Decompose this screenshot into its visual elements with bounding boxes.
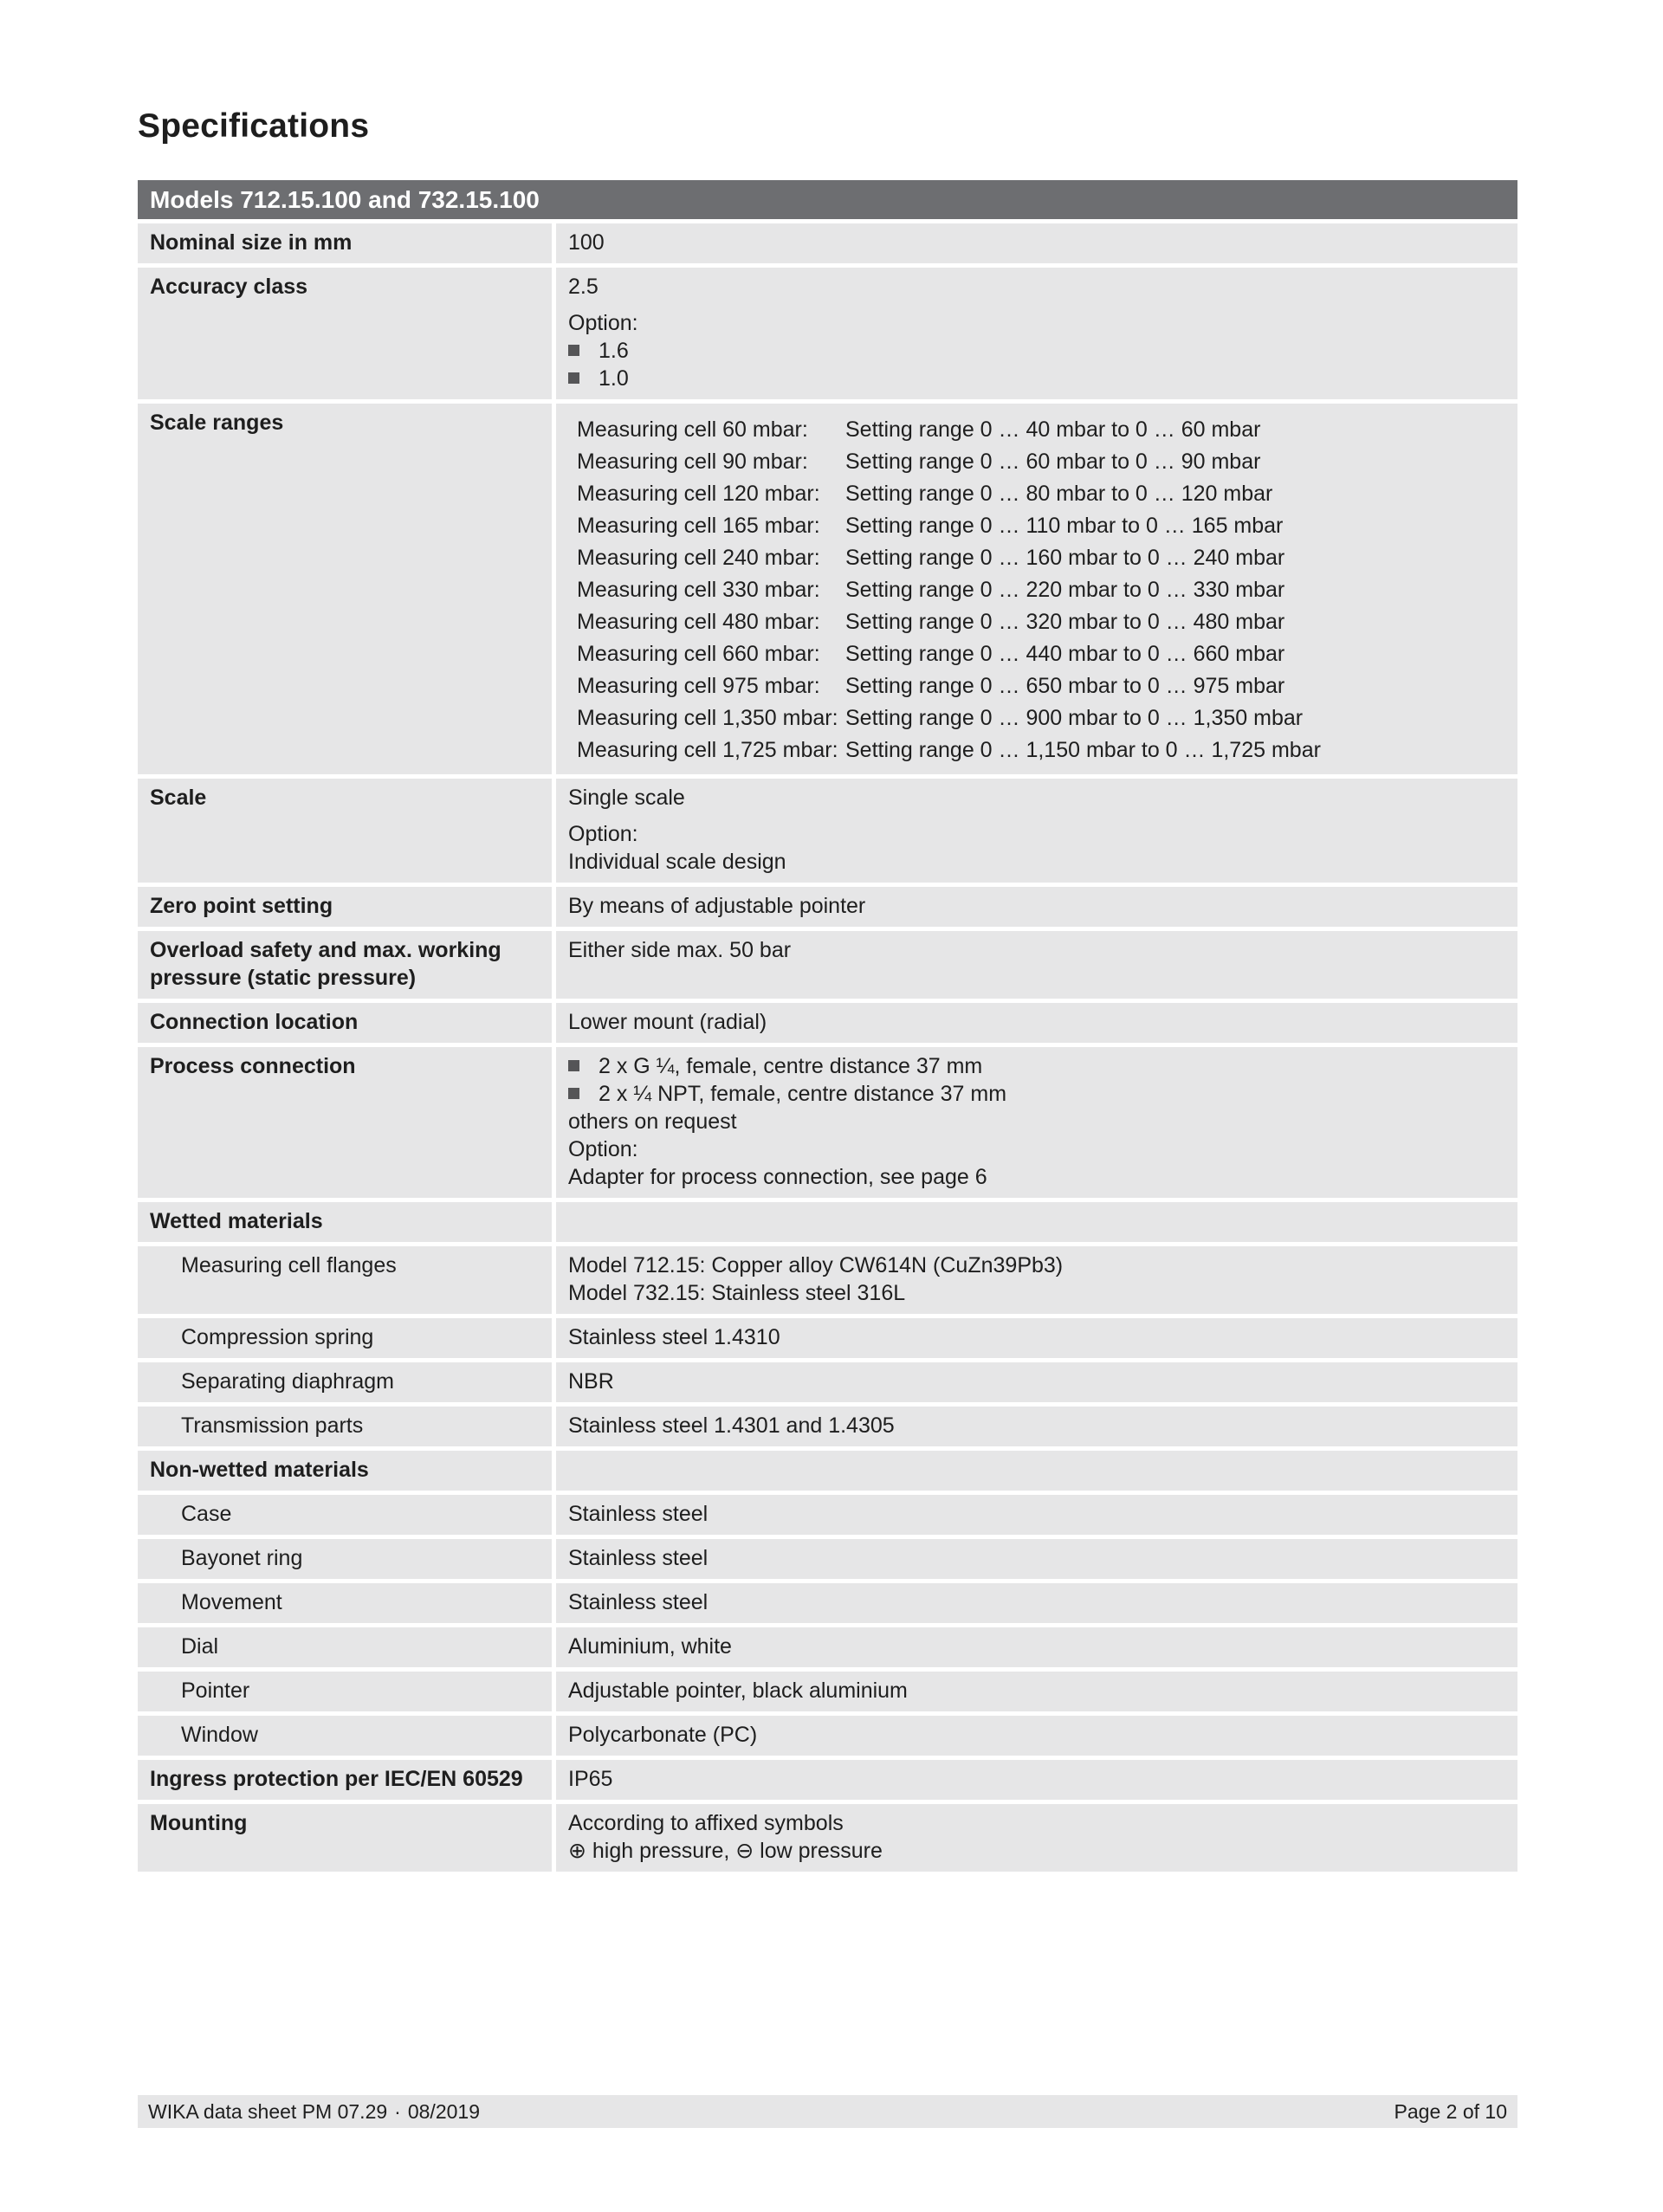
case-value: Stainless steel [556,1495,1517,1535]
flanges-value-cell [556,1246,1517,1314]
table-row [138,887,1517,927]
table-row [138,268,1517,399]
ingress-label: Ingress protection per IEC/EN 60529 [138,1760,556,1800]
flanges-label: Measuring cell flanges [138,1246,556,1314]
diaphragm-value: NBR [556,1362,1517,1402]
ingress-value: IP65 [556,1760,1517,1800]
wetted-materials-label: Wetted materials [138,1202,556,1242]
table-header: Models 712.15.100 and 732.15.100 [138,180,1517,219]
connection-location-label: Connection location [138,1003,556,1043]
list-item [568,1080,1505,1108]
setting-range-value: Setting range 0 … 40 mbar to 0 … 60 mbar [845,417,1261,442]
setting-range-value: Setting range 0 … 1,150 mbar to 0 … 1,725 mbar [845,738,1321,762]
scale-options [568,820,1505,876]
process-connection-option-label: Option: [568,1137,638,1161]
accuracy-option: 1.0 [599,366,629,391]
list-item [568,365,1505,392]
empty-cell [556,1202,1517,1242]
non-wetted-materials-label: Non-wetted materials [138,1451,556,1491]
bayonet-ring-value: Stainless steel [556,1539,1517,1579]
process-connection-others: others on request [568,1109,737,1134]
process-connection-option: 2 x G ¼, female, centre distance 37 mm [599,1054,983,1078]
overload-value: Either side max. 50 bar [556,931,1517,999]
table-row [138,1583,1517,1623]
square-bullet-icon [568,372,579,384]
accuracy-value-cell [556,268,1517,399]
table-header-row [138,180,1517,219]
table-row [138,1362,1517,1402]
footer-doc: WIKA data sheet PM 07.29 [148,2100,388,2123]
diaphragm-label: Separating diaphragm [138,1362,556,1402]
window-label: Window [138,1716,556,1756]
measuring-cell-label: Measuring cell 660 mbar: [577,642,820,666]
process-connection-option: 2 x ¼ NPT, female, centre distance 37 mm [599,1082,1007,1106]
movement-label: Movement [138,1583,556,1623]
scale-ranges-value-cell [556,404,1517,774]
page-footer [138,2095,1517,2128]
scale-value: Single scale [568,786,685,810]
table-row [138,1246,1517,1314]
spring-label: Compression spring [138,1318,556,1358]
mounting-value-line: According to affixed symbols [568,1811,844,1835]
setting-range-value: Setting range 0 … 80 mbar to 0 … 120 mbar [845,482,1273,506]
setting-range-value: Setting range 0 … 60 mbar to 0 … 90 mbar [845,450,1261,474]
measuring-cell-label: Measuring cell 975 mbar: [577,674,820,698]
window-value: Polycarbonate (PC) [556,1716,1517,1756]
setting-range-value: Setting range 0 … 160 mbar to 0 … 240 mbar [845,546,1285,570]
setting-range-value: Setting range 0 … 320 mbar to 0 … 480 mbar [845,610,1285,634]
table-row [138,1716,1517,1756]
measuring-cell-label: Measuring cell 330 mbar: [577,578,820,602]
transmission-label: Transmission parts [138,1407,556,1446]
accuracy-option: 1.6 [599,339,629,363]
square-bullet-icon [568,1060,579,1071]
nominal-size-value: 100 [556,223,1517,263]
transmission-value: Stainless steel 1.4301 and 1.4305 [556,1407,1517,1446]
table-row [138,1539,1517,1579]
dial-value: Aluminium, white [556,1627,1517,1667]
mounting-value-cell [556,1804,1517,1872]
setting-range-value: Setting range 0 … 440 mbar to 0 … 660 mbar [845,642,1285,666]
list-item [568,1052,1505,1080]
table-row [138,1407,1517,1446]
bayonet-ring-label: Bayonet ring [138,1539,556,1579]
table-row [138,1760,1517,1800]
measuring-cell-label: Measuring cell 480 mbar: [577,610,820,634]
table-row [138,1804,1517,1872]
scale-option-label: Option: [568,822,638,846]
setting-range-value: Setting range 0 … 900 mbar to 0 … 1,350 mbar [845,706,1304,730]
zero-point-label: Zero point setting [138,887,556,927]
table-row [138,779,1517,883]
table-row [138,1202,1517,1242]
measuring-cell-label: Measuring cell 120 mbar: [577,482,820,506]
setting-range-value: Setting range 0 … 220 mbar to 0 … 330 mbar [845,578,1285,602]
square-bullet-icon [568,1088,579,1099]
table-row [138,1451,1517,1491]
nominal-size-label: Nominal size in mm [138,223,556,263]
table-row [138,1047,1517,1198]
measuring-cell-label: Measuring cell 90 mbar: [577,450,808,474]
square-bullet-icon [568,345,579,356]
measuring-cell-label: Measuring cell 165 mbar: [577,514,820,538]
scale-option-value: Individual scale design [568,850,786,874]
empty-cell [556,1451,1517,1491]
scale-value-cell [556,779,1517,883]
table-row [138,1627,1517,1667]
specifications-table [138,176,1517,1876]
connection-location-value: Lower mount (radial) [556,1003,1517,1043]
table-row [138,404,1517,774]
accuracy-option-label: Option: [568,311,638,335]
accuracy-value: 2.5 [568,275,599,299]
page-title: Specifications [138,107,370,145]
footer-separator: · [394,2100,401,2123]
table-row [138,931,1517,999]
pointer-value: Adjustable pointer, black aluminium [556,1672,1517,1711]
scale-ranges-grid [568,409,1505,767]
case-label: Case [138,1495,556,1535]
overload-label: Overload safety and max. working pressure (static pressure) [138,931,556,999]
setting-range-value: Setting range 0 … 110 mbar to 0 … 165 mbar [845,514,1284,538]
zero-point-value: By means of adjustable pointer [556,887,1517,927]
measuring-cell-label: Measuring cell 60 mbar: [577,417,808,442]
flanges-value-line: Model 712.15: Copper alloy CW614N (CuZn39Pb3) [568,1253,1064,1277]
measuring-cell-label: Measuring cell 1,350 mbar: [577,706,838,730]
footer-page-number: Page 2 of 10 [1394,2100,1507,2123]
footer-date: 08/2019 [407,2100,480,2123]
dial-label: Dial [138,1627,556,1667]
table-row [138,1318,1517,1358]
spring-value: Stainless steel 1.4310 [556,1318,1517,1358]
table-row [138,1003,1517,1043]
mounting-label: Mounting [138,1804,556,1872]
flanges-value-line: Model 732.15: Stainless steel 316L [568,1281,906,1305]
accuracy-label: Accuracy class [138,268,556,399]
table-row [138,1495,1517,1535]
process-connection-value-cell [556,1047,1517,1198]
accuracy-options [568,309,1505,392]
footer-doc-info [148,2095,480,2128]
movement-value: Stainless steel [556,1583,1517,1623]
table-row [138,1672,1517,1711]
mounting-symbols: ⊕ high pressure, ⊖ low pressure [568,1839,883,1863]
measuring-cell-label: Measuring cell 240 mbar: [577,546,820,570]
process-connection-option-value: Adapter for process connection, see page 6 [568,1165,987,1189]
process-connection-label: Process connection [138,1047,556,1198]
setting-range-value: Setting range 0 … 650 mbar to 0 … 975 mbar [845,674,1285,698]
list-item [568,337,1505,365]
measuring-cell-label: Measuring cell 1,725 mbar: [577,738,838,762]
scale-label: Scale [138,779,556,883]
table-row [138,223,1517,263]
scale-ranges-label: Scale ranges [138,404,556,774]
pointer-label: Pointer [138,1672,556,1711]
